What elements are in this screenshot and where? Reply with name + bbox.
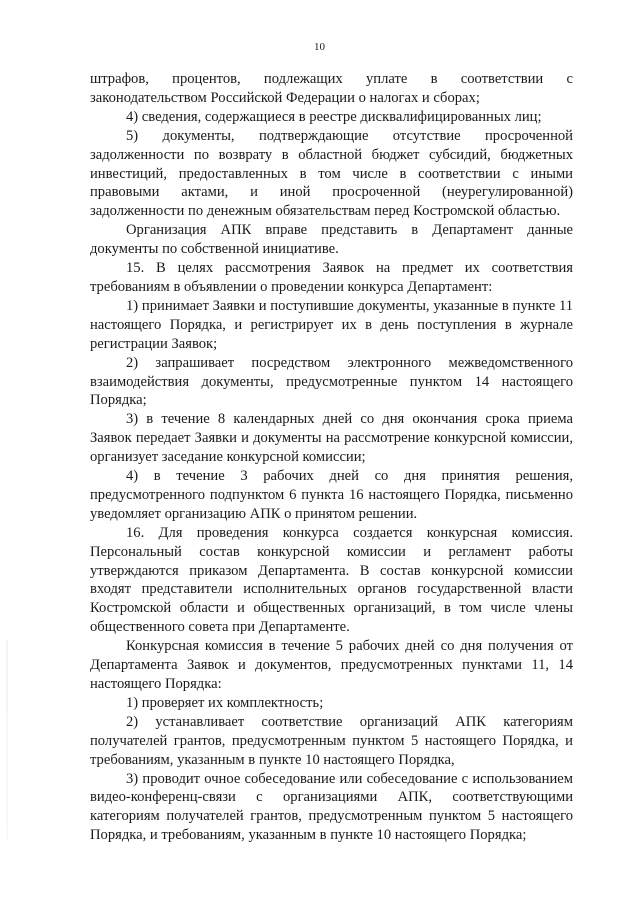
page-number: 10 — [314, 41, 325, 53]
document-body — [90, 70, 573, 845]
paragraph-item-5-debt-documents: 5) документы, подтверждающие отсутствие просроченной задолженности по возврату в областной бюджет субсидий, бюджетных инвестиций, предоставленных в том числе в соответствии с иными правовыми актами, и иной просроченной (неурегулированной) задолженности по денежным обязательствам перед Костромской областью. — [90, 127, 573, 220]
paragraph-commission-item-1: 1) проверяет их комплектность; — [126, 694, 324, 711]
paragraph-commission-item-3: 3) проводит очное собеседование или собеседование с использованием видео-конференц-связи с организациями АПК, соответствующими категориям получателей грантов, предусмотренным пунктом 5 настоящего Порядка, и требованиям, указанным в пункте 10 настоящего Порядка; — [90, 770, 573, 844]
paragraph-apk-own-initiative: Организация АПК вправе представить в Департамент данные документы по собственной инициативе. — [90, 222, 573, 258]
paragraph-commission-timeline: Конкурсная комиссия в течение 5 рабочих дней со дня получения от Департамента Заявок и документов, предусмотренных пунктами 11, 14 настоящего Порядка: — [90, 638, 573, 692]
paragraph-15-item-4: 4) в течение 3 рабочих дней со дня принятия решения, предусмотренного подпунктом 6 пункта 16 настоящего Порядка, письменно уведомляет организацию АПК о принятом решении. — [90, 468, 573, 522]
paragraph-commission-item-2: 2) устанавливает соответствие организаций АПК категориям получателей грантов, предусмотренным пунктом 5 настоящего Порядка, и требованиям, указанным в пункте 10 настоящего Порядка, — [90, 713, 573, 768]
scan-edge-mark — [6, 640, 8, 840]
paragraph-continuation-fines: штрафов, процентов, подлежащих уплате в соответствии с законодательством Российской Федерации о налогах и сборах; — [90, 71, 573, 106]
paragraph-15-item-2: 2) запрашивает посредством электронного межведомственного взаимодействия документы, предусмотренные пунктом 14 настоящего Порядка; — [90, 354, 573, 409]
paragraph-15-intro: 15. В целях рассмотрения Заявок на предмет их соответствия требованиям в объявлении о проведении конкурса Департамент: — [90, 260, 573, 295]
paragraph-15-item-3: 3) в течение 8 календарных дней со дня окончания срока приема Заявок передает Заявки и документы на рассмотрение конкурсной комиссии, организует заседание конкурсной комиссии; — [90, 411, 573, 466]
paragraph-item-4-disqualified: 4) сведения, содержащиеся в реестре дисквалифицированных лиц; — [126, 108, 542, 125]
paragraph-16-commission: 16. Для проведения конкурса создается конкурсная комиссия. Персональный состав конкурсной комиссии и регламент работы утверждаются приказом Департамента. В состав конкурсной комиссии входят представители исполнительных органов государственной власти Костромской области и общественных организаций, в том числе члены общественного совета при Департаменте. — [90, 524, 573, 636]
paragraph-15-item-1: 1) принимает Заявки и поступившие документы, указанные в пункте 11 настоящего Порядка, и регистрирует их в день поступления в журнале регистрации Заявок; — [90, 297, 573, 352]
